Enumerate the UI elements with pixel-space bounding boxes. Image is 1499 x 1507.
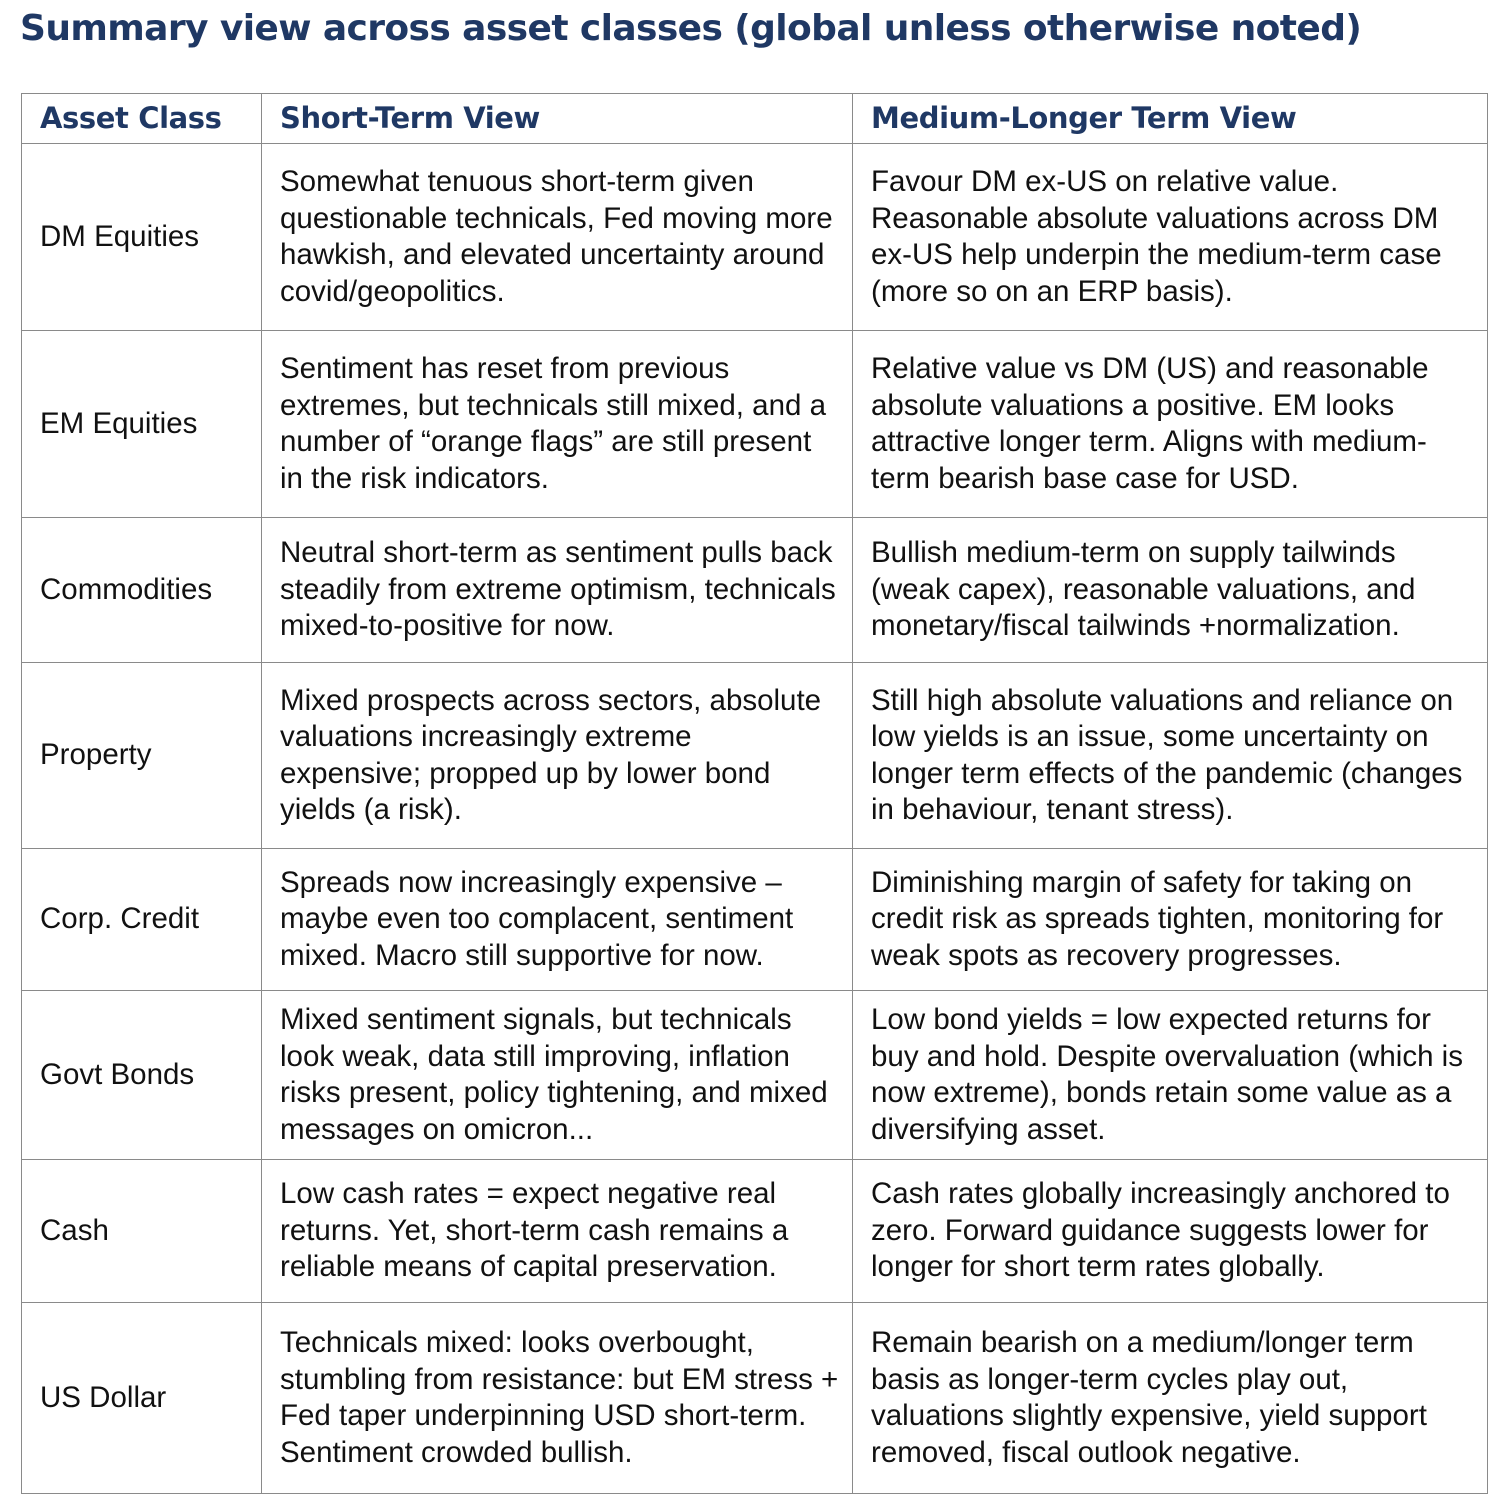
asset-class-cell: Corp. Credit (22, 849, 262, 991)
medium-longer-term-view-cell: Still high absolute valuations and reliance on low yields is an issue, some uncertainty on longer term effects of the pandemic (changes in behaviour, tenant stress). (853, 663, 1488, 849)
table-row (22, 991, 1488, 1160)
table-header-row (22, 94, 1488, 144)
short-term-view-cell: Mixed sentiment signals, but technicals look weak, data still improving, inflation risks present, policy tightening, and mixed messages on omicron... (262, 991, 853, 1160)
medium-longer-term-view-cell: Favour DM ex-US on relative value. Reasonable absolute valuations across DM ex-US help underpin the medium-term case (more so on an ERP basis). (853, 144, 1488, 331)
asset-class-cell: US Dollar (22, 1303, 262, 1494)
asset-class-cell: DM Equities (22, 144, 262, 331)
table-row (22, 1303, 1488, 1494)
asset-class-summary-table (21, 93, 1488, 1494)
medium-longer-term-view-cell: Relative value vs DM (US) and reasonable absolute valuations a positive. EM looks attractive longer term. Aligns with medium-term bearish base case for USD. (853, 331, 1488, 518)
asset-class-cell: Govt Bonds (22, 991, 262, 1160)
page-title: Summary view across asset classes (global unless otherwise noted) (20, 8, 1362, 49)
short-term-view-cell: Sentiment has reset from previous extremes, but technicals still mixed, and a number of “orange flags” are still present in the risk indicators. (262, 331, 853, 518)
short-term-view-cell: Technicals mixed: looks overbought, stumbling from resistance: but EM stress + Fed taper underpinning USD short-term. Sentiment crowded bullish. (262, 1303, 853, 1494)
short-term-view-cell: Mixed prospects across sectors, absolute valuations increasingly extreme expensive; propped up by lower bond yields (a risk). (262, 663, 853, 849)
asset-class-cell: Commodities (22, 518, 262, 663)
header-asset-class: Asset Class (22, 94, 262, 144)
table-row (22, 518, 1488, 663)
medium-longer-term-view-cell: Bullish medium-term on supply tailwinds (weak capex), reasonable valuations, and monetary/fiscal tailwinds +normalization. (853, 518, 1488, 663)
medium-longer-term-view-cell: Diminishing margin of safety for taking on credit risk as spreads tighten, monitoring for weak spots as recovery progresses. (853, 849, 1488, 991)
table-row (22, 849, 1488, 991)
short-term-view-cell: Low cash rates = expect negative real returns. Yet, short-term cash remains a reliable means of capital preservation. (262, 1160, 853, 1303)
medium-longer-term-view-cell: Remain bearish on a medium/longer term basis as longer-term cycles play out, valuations slightly expensive, yield support removed, fiscal outlook negative. (853, 1303, 1488, 1494)
short-term-view-cell: Neutral short-term as sentiment pulls back steadily from extreme optimism, technicals mixed-to-positive for now. (262, 518, 853, 663)
table-row (22, 331, 1488, 518)
asset-class-cell: Cash (22, 1160, 262, 1303)
short-term-view-cell: Spreads now increasingly expensive – maybe even too complacent, sentiment mixed. Macro still supportive for now. (262, 849, 853, 991)
medium-longer-term-view-cell: Low bond yields = low expected returns for buy and hold. Despite overvaluation (which is now extreme), bonds retain some value as a diversifying asset. (853, 991, 1488, 1160)
medium-longer-term-view-cell: Cash rates globally increasingly anchored to zero. Forward guidance suggests lower for longer for short term rates globally. (853, 1160, 1488, 1303)
header-medium-longer-term-view: Medium-Longer Term View (853, 94, 1488, 144)
table-row (22, 1160, 1488, 1303)
table-row (22, 144, 1488, 331)
asset-class-cell: Property (22, 663, 262, 849)
asset-class-cell: EM Equities (22, 331, 262, 518)
short-term-view-cell: Somewhat tenuous short-term given questionable technicals, Fed moving more hawkish, and elevated uncertainty around covid/geopolitics. (262, 144, 853, 331)
table-row (22, 663, 1488, 849)
header-short-term-view: Short-Term View (262, 94, 853, 144)
